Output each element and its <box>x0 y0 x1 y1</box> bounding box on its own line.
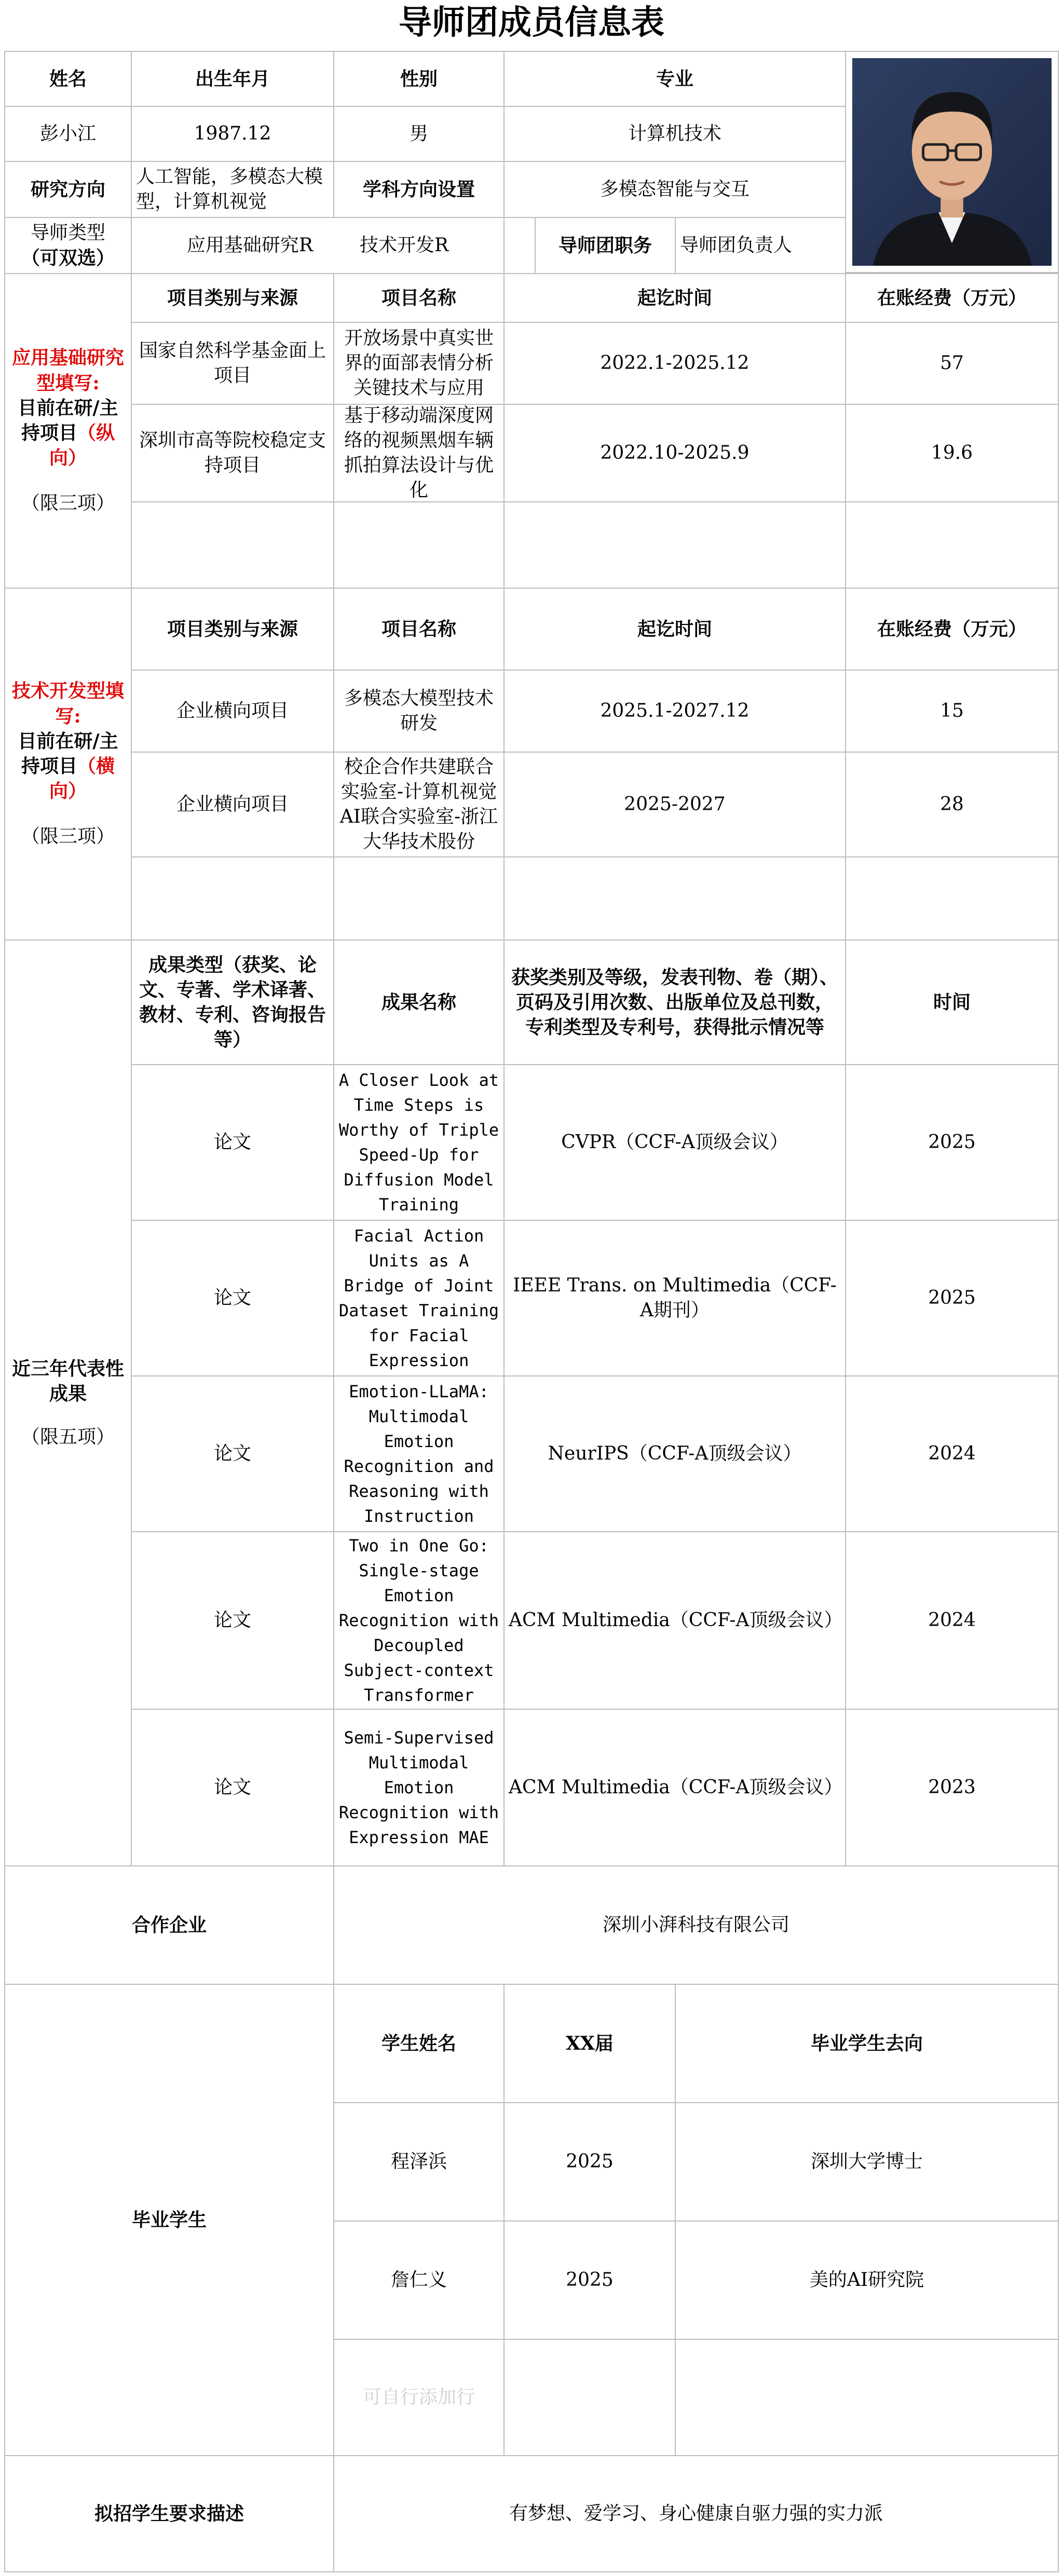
name-value: 彭小江 <box>4 106 132 162</box>
applied-header-source: 项目类别与来源 <box>131 273 334 323</box>
graduate2-destination: 美的AI研究院 <box>675 2220 1059 2340</box>
applied-projects-side-label <box>4 273 132 589</box>
tech-row1-name: 多模态大模型技术研发 <box>333 670 505 753</box>
discipline-value: 多模态智能与交互 <box>503 161 846 218</box>
tech-row2-source: 企业横向项目 <box>131 752 334 857</box>
mentor-type-label-line2: （可双选） <box>21 247 115 269</box>
mentor-type-applied: 应用基础研究R <box>186 234 313 256</box>
discipline-label: 学科方向设置 <box>333 161 505 218</box>
tech-header-name: 项目名称 <box>333 588 505 671</box>
research-label: 研究方向 <box>4 161 132 218</box>
tech-projects-side-label <box>4 588 132 941</box>
achievement5-year: 2023 <box>845 1709 1059 1866</box>
tech-row2-name: 校企合作共建联合实验室-计算机视觉AI联合实验室-浙江大华技术股份 <box>333 752 505 857</box>
achievement4-venue: ACM Multimedia（CCF-A顶级会议） <box>503 1531 846 1710</box>
applied-header-funds: 在账经费（万元） <box>845 273 1059 323</box>
birth-label: 出生年月 <box>131 51 334 107</box>
graduate2-year: 2025 <box>503 2220 676 2340</box>
tech-side-title: 技术开发型填写: <box>11 680 124 727</box>
achievement2-venue: IEEE Trans. on Multimedia（CCF-A期刊） <box>503 1220 846 1376</box>
tech-side-tag: （横向） <box>49 755 115 802</box>
achievement4-type: 论文 <box>131 1531 334 1710</box>
graduate1-year: 2025 <box>503 2102 676 2221</box>
achievement2-type: 论文 <box>131 1220 334 1376</box>
achievement2-title: Facial Action Units as A Bridge of Joint Dataset Training for Facial Expression <box>333 1220 505 1376</box>
achievements-side-limit: （限五项） <box>21 1426 115 1448</box>
tech-header-period: 起讫时间 <box>503 588 846 671</box>
achievement5-venue: ACM Multimedia（CCF-A顶级会议） <box>503 1709 846 1866</box>
applied-header-name: 项目名称 <box>333 273 505 323</box>
partner-value: 深圳小湃科技有限公司 <box>333 1865 1059 1985</box>
achievement1-title: A Closer Look at Time Steps is Worthy of Triple Speed-Up for Diffusion Model Training <box>333 1064 505 1221</box>
tech-row3-funds <box>845 856 1059 941</box>
applied-row3-source <box>131 501 334 589</box>
applied-row1-funds: 57 <box>845 322 1059 405</box>
achievement3-year: 2024 <box>845 1375 1059 1532</box>
tech-row3-period <box>503 856 846 941</box>
graduate2-name: 詹仁义 <box>333 2220 505 2340</box>
member-photo <box>845 51 1059 273</box>
achievement5-type: 论文 <box>131 1709 334 1866</box>
tech-side-limit: （限三项） <box>21 826 115 848</box>
portrait-image <box>852 58 1052 266</box>
team-role-label: 导师团职务 <box>535 217 676 274</box>
achievement5-title: Semi-Supervised Multimodal Emotion Recognition with Expression MAE <box>333 1709 505 1866</box>
achievement1-year: 2025 <box>845 1064 1059 1221</box>
applied-side-subtitle: 目前在研/主持项目（纵向） <box>18 397 118 469</box>
research-value: 人工智能，多模态大模型，计算机视觉 <box>131 161 334 218</box>
tech-header-source: 项目类别与来源 <box>131 588 334 671</box>
applied-row2-funds: 19.6 <box>845 404 1059 502</box>
tech-side-subtitle: 目前在研/主持项目（横向） <box>18 730 118 802</box>
tech-row1-funds: 15 <box>845 670 1059 753</box>
major-label: 专业 <box>503 51 846 107</box>
applied-row3-name <box>333 501 505 589</box>
achievement2-year: 2025 <box>845 1220 1059 1376</box>
graduate1-destination: 深圳大学博士 <box>675 2102 1059 2221</box>
mentor-type-label <box>4 217 132 274</box>
applied-side-tag: （纵向） <box>49 422 115 469</box>
mentor-type-options <box>131 217 505 274</box>
achievements-header-title: 成果名称 <box>333 939 505 1065</box>
applied-side-title: 应用基础研究型填写: <box>11 347 124 394</box>
achievement3-type: 论文 <box>131 1375 334 1532</box>
applied-row2-name: 基于移动端深度网络的视频黑烟车辆抓拍算法设计与优化 <box>333 404 505 502</box>
gender-label: 性别 <box>333 51 505 107</box>
tech-header-funds: 在账经费（万元） <box>845 588 1059 671</box>
major-value: 计算机技术 <box>503 106 846 162</box>
tech-row1-source: 企业横向项目 <box>131 670 334 753</box>
recruit-value: 有梦想、爱学习、身心健康自驱力强的实力派 <box>333 2455 1059 2572</box>
mentor-type-tech: 技术开发R <box>360 234 449 256</box>
gender-value: 男 <box>333 106 505 162</box>
tech-row2-funds: 28 <box>845 752 1059 857</box>
tech-row3-source <box>131 856 334 941</box>
graduates-header-destination: 毕业学生去向 <box>675 1984 1059 2103</box>
graduates-header-year: XX届 <box>503 1984 676 2103</box>
achievement1-venue: CVPR（CCF-A顶级会议） <box>503 1064 846 1221</box>
partner-label: 合作企业 <box>4 1865 334 1985</box>
tech-row3-name <box>333 856 505 941</box>
graduates-label: 毕业学生 <box>4 1984 334 2456</box>
achievement3-venue: NeurIPS（CCF-A顶级会议） <box>503 1375 846 1532</box>
achievement3-title: Emotion-LLaMA: Multimodal Emotion Recognition and Reasoning with Instruction <box>333 1375 505 1532</box>
applied-row3-period <box>503 501 846 589</box>
applied-header-period: 起讫时间 <box>503 273 846 323</box>
applied-side-limit: （限三项） <box>21 493 115 514</box>
achievement1-type: 论文 <box>131 1064 334 1221</box>
recruit-label: 拟招学生要求描述 <box>4 2455 334 2572</box>
graduate3-destination <box>675 2339 1059 2456</box>
mentor-type-label-line1: 导师类型 <box>30 222 105 243</box>
birth-value: 1987.12 <box>131 106 334 162</box>
tech-row1-period: 2025.1-2027.12 <box>503 670 846 753</box>
graduates-add-row-hint: 可自行添加行 <box>333 2339 505 2456</box>
achievements-side-label <box>4 939 132 1866</box>
applied-row1-name: 开放场景中真实世界的面部表情分析关键技术与应用 <box>333 322 505 405</box>
team-role-value: 导师团负责人 <box>675 217 846 274</box>
achievements-header-type: 成果类型（获奖、论文、专著、学术译著、教材、专利、咨询报告等） <box>131 939 334 1065</box>
applied-row2-source: 深圳市高等院校稳定支持项目 <box>131 404 334 502</box>
achievement4-year: 2024 <box>845 1531 1059 1710</box>
applied-row1-period: 2022.1-2025.12 <box>503 322 846 405</box>
applied-row3-funds <box>845 501 1059 589</box>
achievements-header-venue: 获奖类别及等级，发表刊物、卷（期）、页码及引用次数、出版单位及总刊数，专利类型及专利号，获得批示情况等 <box>503 939 846 1065</box>
page-title: 导师团成员信息表 <box>399 3 664 42</box>
applied-row1-source: 国家自然科学基金面上项目 <box>131 322 334 405</box>
achievements-side-title: 近三年代表性成果 <box>11 1357 124 1405</box>
achievement4-title: Two in One Go: Single-stage Emotion Recognition with Decoupled Subject-context Transformer <box>333 1531 505 1710</box>
tech-row2-period: 2025-2027 <box>503 752 846 857</box>
graduate1-name: 程泽浜 <box>333 2102 505 2221</box>
name-label: 姓名 <box>4 51 132 107</box>
graduate3-year <box>503 2339 676 2456</box>
achievements-header-year: 时间 <box>845 939 1059 1065</box>
graduates-header-name: 学生姓名 <box>333 1984 505 2103</box>
applied-row2-period: 2022.10-2025.9 <box>503 404 846 502</box>
